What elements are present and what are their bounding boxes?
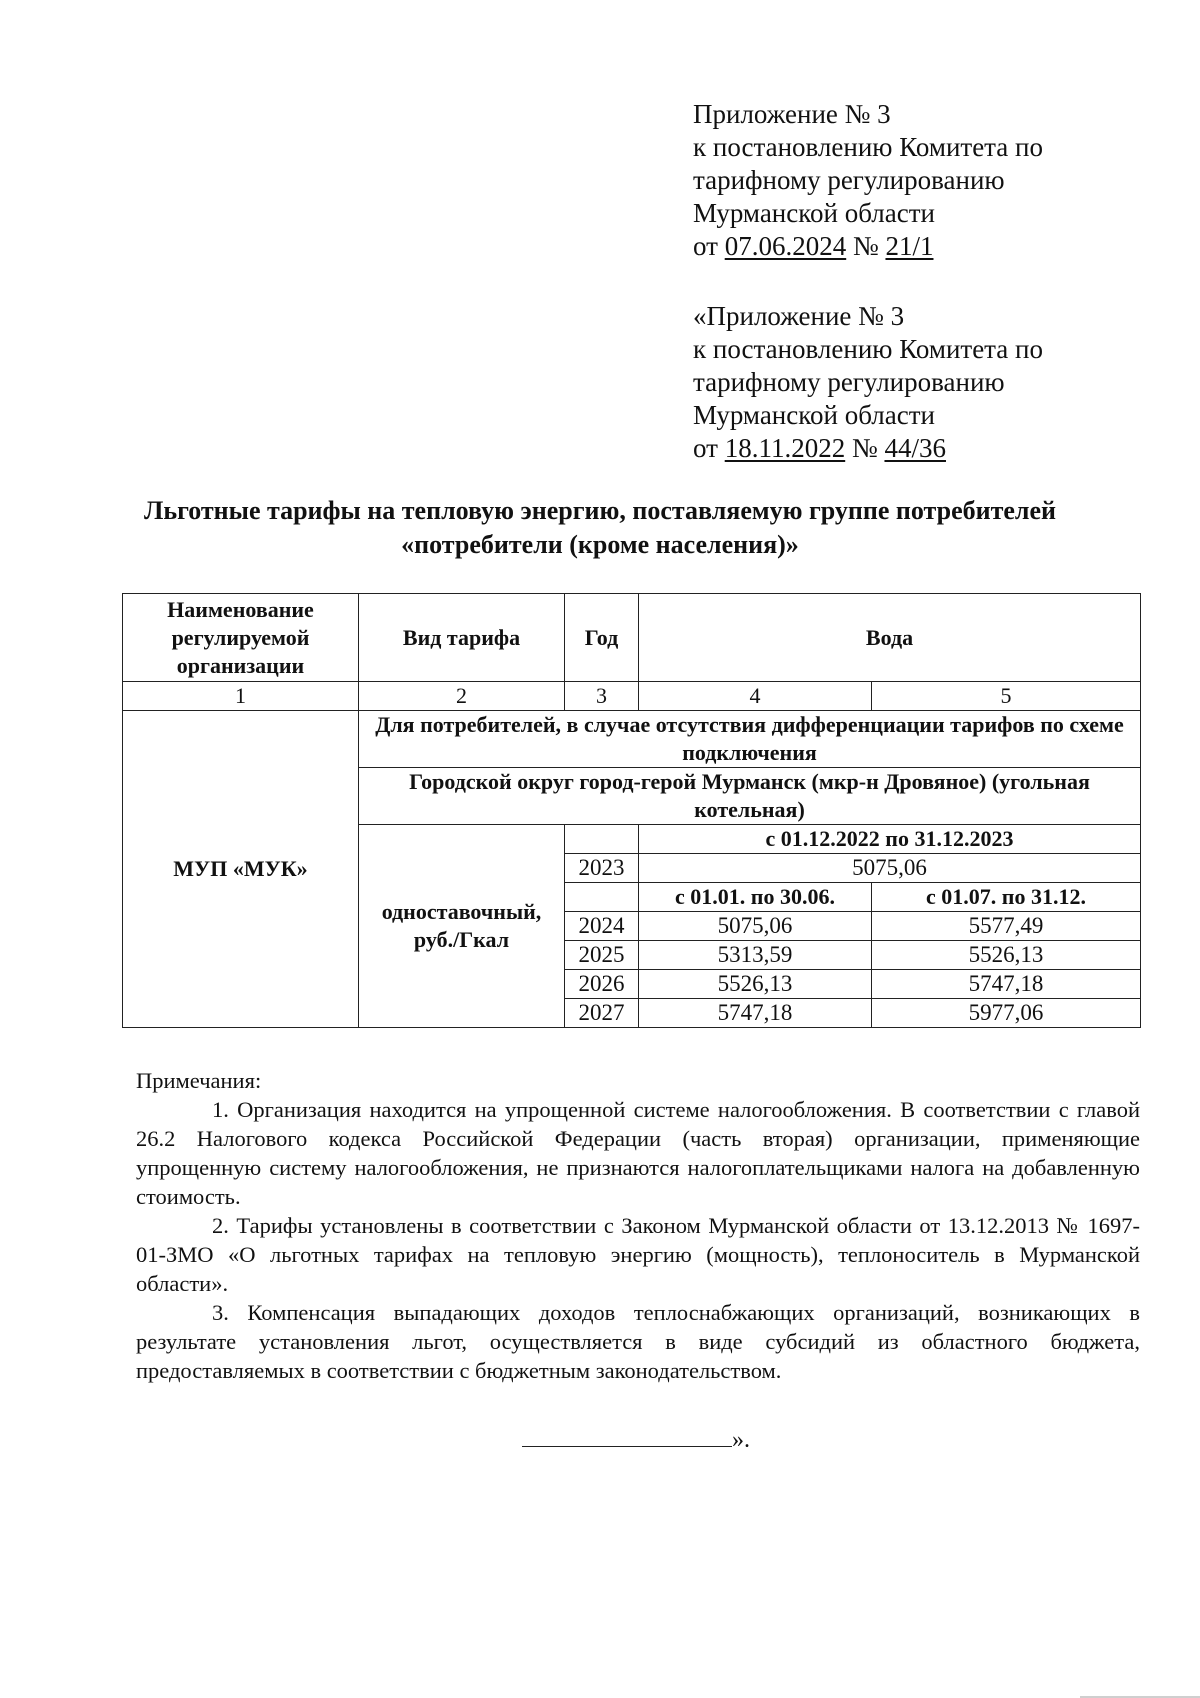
annex-date-line — [693, 432, 1043, 465]
note-item: 2. Тарифы установлены в соответствии с Законом Мурманской области от 13.12.2013 № 1697-01-ЗМО «О льготных тарифах на тепловую энергию (мощность), теплоноситель в Мурманской области». — [136, 1213, 1140, 1296]
year-cell: 2027 — [565, 999, 639, 1028]
note-item: 1. Организация находится на упрощенной системе налогообложения. В соответствии с главой 26.2 Налогового кодекса Российской Федерации (часть вторая) организации, применяющие упрощенную систему налогообложения, не признаются налогоплательщиками налога на добавленную стоимость. — [136, 1097, 1140, 1209]
annex-date: 18.11.2022 — [724, 433, 846, 463]
section-location: Городской округ город-герой Мурманск (мкр-н Дровяное) (угольная котельная) — [359, 768, 1141, 825]
year-cell: 2024 — [565, 912, 639, 941]
header-year: Год — [565, 594, 639, 682]
value-cell: 5313,59 — [639, 941, 872, 970]
column-number: 5 — [872, 682, 1141, 711]
annex-number: 21/1 — [885, 231, 934, 261]
half1-label: с 01.01. по 30.06. — [639, 883, 872, 912]
annex-date: 07.06.2024 — [724, 231, 847, 261]
notes — [136, 1066, 1140, 1385]
value-cell: 5747,18 — [639, 999, 872, 1028]
year-cell-empty — [565, 883, 639, 912]
value-cell: 5747,18 — [872, 970, 1141, 999]
annex-header-previous — [693, 300, 1043, 465]
value-cell: 5526,13 — [639, 970, 872, 999]
value-cell: 5075,06 — [639, 854, 1141, 883]
closing-mark — [522, 1427, 750, 1454]
annex-line: к постановлению Комитета по — [693, 132, 1043, 162]
value-cell: 5526,13 — [872, 941, 1141, 970]
value-cell: 5977,06 — [872, 999, 1141, 1028]
value-cell: 5075,06 — [639, 912, 872, 941]
annex-line: Приложение № 3 — [693, 99, 891, 129]
section-consumers-row — [123, 711, 1141, 768]
annex-line: Мурманской области — [693, 400, 935, 430]
year-cell: 2023 — [565, 854, 639, 883]
closing-quote: ». — [732, 1427, 750, 1453]
section-consumers: Для потребителей, в случае отсутствия дифференциации тарифов по схеме подключения — [359, 711, 1141, 768]
year-cell-empty — [565, 825, 639, 854]
header-water: Вода — [639, 594, 1141, 682]
note-item: 3. Компенсация выпадающих доходов теплоснабжающих организаций, возникающих в результате установления льгот, осуществляется в виде субсидий из областного бюджета, предоставляемых в соответствии с бюджетным законодательством. — [136, 1300, 1140, 1383]
value-cell: 5577,49 — [872, 912, 1141, 941]
document-title: Льготные тарифы на тепловую энергию, поставляемую группе потребителей «потребители (кроме населения)» — [143, 496, 1057, 559]
annex-line: к постановлению Комитета по — [693, 334, 1043, 364]
annex-date-line — [693, 230, 1043, 263]
column-number: 4 — [639, 682, 872, 711]
closing-line — [522, 1445, 732, 1447]
annex-header-current — [693, 98, 1043, 263]
annex-line: тарифному регулированию — [693, 165, 1005, 195]
column-number-row — [123, 682, 1141, 711]
column-number: 3 — [565, 682, 639, 711]
annex-number-sign: № — [851, 433, 878, 463]
annex-line: Мурманской области — [693, 198, 935, 228]
column-number: 2 — [359, 682, 565, 711]
notes-title: Примечания: — [136, 1068, 262, 1093]
header-org: Наименование регулируемой организации — [123, 594, 359, 682]
annex-number: 44/36 — [884, 433, 946, 463]
half2-label: с 01.07. по 31.12. — [872, 883, 1141, 912]
header-tariff-type: Вид тарифа — [359, 594, 565, 682]
annex-number-sign: № — [852, 231, 879, 261]
annex-line: тарифному регулированию — [693, 367, 1005, 397]
table-header-row — [123, 594, 1141, 682]
annex-line: «Приложение № 3 — [693, 301, 905, 331]
tariff-table — [122, 593, 1141, 1028]
year-cell: 2026 — [565, 970, 639, 999]
annex-date-prefix: от — [693, 433, 718, 463]
organization-name: МУП «МУК» — [123, 711, 359, 1028]
year-cell: 2025 — [565, 941, 639, 970]
annex-date-prefix: от — [693, 231, 718, 261]
tariff-type: одноставочный, руб./Гкал — [359, 825, 565, 1028]
period-2023: с 01.12.2022 по 31.12.2023 — [639, 825, 1141, 854]
column-number: 1 — [123, 682, 359, 711]
